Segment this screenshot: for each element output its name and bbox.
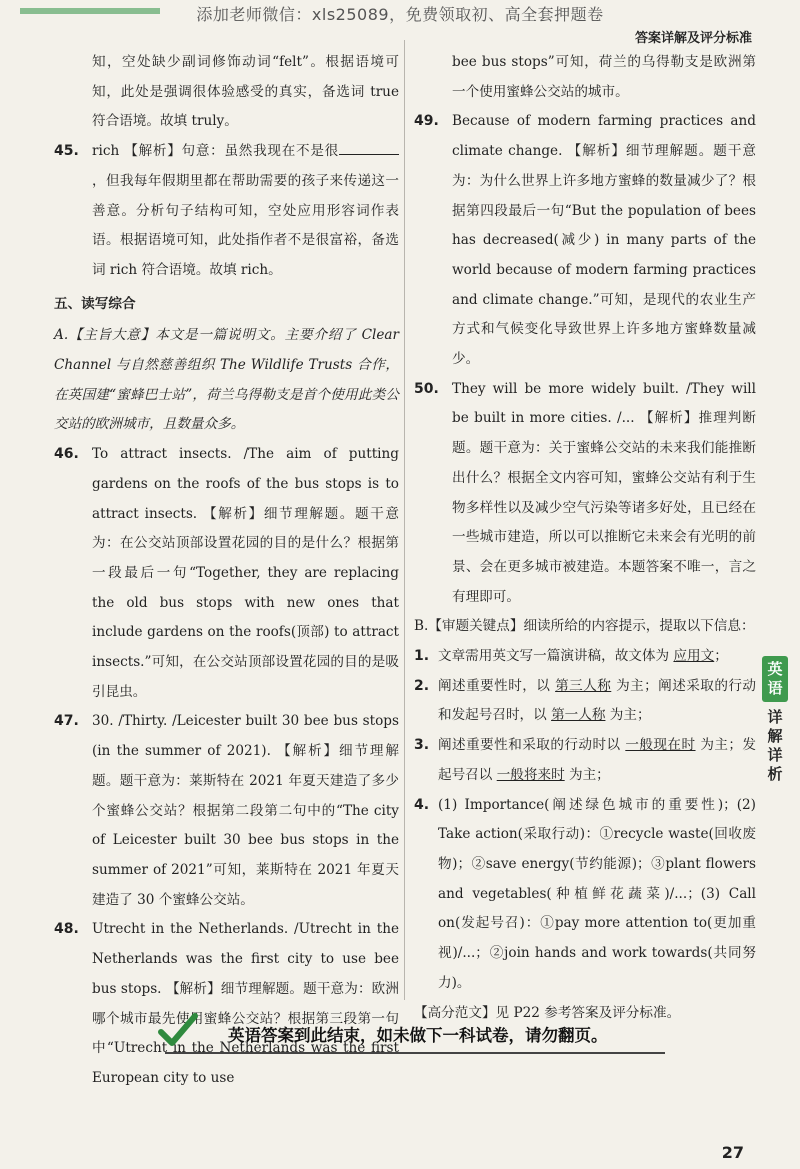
point-text: (1) Importance(阐述绿色城市的重要性)；(2) Take action(采取行动)：①recycle waste(回收废物)；②save energy(节约能源)；③plant flowers and vegetables(种植鲜花蔬菜)/...；(3) Call on(发起号召)：①pay more attention to(更加重视)/...；②join hands and work towards(共同努力)。 (438, 796, 756, 991)
answer-number: 45. (54, 143, 79, 160)
answer-46 (54, 440, 399, 707)
underlined-answer: 应用文 (673, 648, 715, 665)
footer-notice: 英语答案到此结束，如未做下一科试卷，请勿翻页。 (228, 1026, 608, 1045)
underlined-answer: 一般将来时 (496, 766, 565, 783)
subject-subtitle: 详解详析 (767, 708, 783, 783)
answer-text-part: rich 【解析】句意：虽然我现在不是很 (92, 143, 339, 160)
answer-text: 30. /Thirty. /Leicester built 30 bee bus stops (in the summer of 2021). 【解析】细节理解题。题干意为：莱斯特在 2021 年夏天建造了多少个蜜蜂公交站？根据第二段第二句中的“The city of Leicester built 30 bee bus stops in the summer of 2021”可知，莱斯特在 2021 年夏天建造了 30 个蜜蜂公交站。 (92, 713, 399, 908)
answer-number: 49. (414, 113, 439, 130)
point-text-part: 为主； (609, 707, 651, 724)
column-divider (404, 40, 405, 1000)
point-text-part: 文章需用英文写一篇演讲稿，故文体为 (438, 648, 670, 665)
model-essay-note: 【高分范文】见 P22 参考答案及评分标准。 (414, 1004, 681, 1021)
q44-continuation: 知，空处缺少副词修饰动词“felt”。根据语境可知，此处是强调很体验感受的真实，备选词 true 符合语境。故填 truly。 (92, 54, 399, 130)
part-b-intro: B.【审题关键点】细读所给的内容提示，提取以下信息： (414, 618, 755, 635)
answer-45 (54, 137, 399, 286)
top-decoration (20, 8, 160, 14)
underlined-answer: 一般现在时 (625, 737, 696, 754)
underlined-answer: 第一人称 (551, 707, 606, 724)
point-1 (414, 642, 756, 672)
subject-tab: 英语 (762, 656, 788, 702)
answer-text: Utrecht in the Netherlands. /Utrecht in the Netherlands was the first city to use bee bus stops. 【解析】细节理解题。题干意为：欧洲哪个城市最先使用蜜蜂公交站？根据第三段第一句中“Utrecht in the Netherlands was the first European city to use (92, 921, 399, 1086)
answer-49 (414, 107, 756, 374)
point-number: 1. (414, 648, 430, 665)
point-2 (414, 672, 756, 731)
answer-text-part: ，但我每年假期里都在帮助需要的孩子来传递这一善意。分析句子结构可知，空处应用形容词作表语。根据语境可知，此处指作者不是很富裕，备选词 rich 符合语境。故填 rich。 (92, 172, 399, 278)
point-text-part: ； (714, 648, 728, 665)
answer-text: They will be more widely built. /They will be built in more cities. /... 【解析】推理判断题。题干意为：关于蜜蜂公交站的未来我们能推断出什么？根据全文内容可知，蜜蜂公交站有利于生物多样性以及减少空气污染等诸多好处，且已经在一些城市建造，所以可以推断它未来会有光明的前景、会在更多城市被建造。本题答案不唯一，言之有理即可。 (452, 380, 756, 605)
point-text-part: 为主；阐述采取的行动和发起号召时，以 (438, 677, 757, 724)
answer-47 (54, 707, 399, 915)
point-4 (414, 791, 756, 999)
point-text-part: 为主； (569, 766, 610, 783)
blank-line (339, 140, 399, 155)
section-title: 五、读写综合 (54, 295, 136, 312)
answer-text: To attract insects. /The aim of putting gardens on the roofs of the bus stops is to attract insects. 【解析】细节理解题。题干意为：在公交站顶部设置花园的目的是什么？根据第一段最后一句“Together, they are replacing the old bus stops with new ones that include gardens on the roofs(顶部) to attract insects.”可知，在公交站顶部设置花园的目的是吸引昆虫。 (92, 446, 399, 700)
watermark: 添加老师微信：xls25089，免费领取初、高全套押题卷 (196, 5, 604, 24)
answer-48 (54, 915, 399, 1093)
left-column (54, 48, 399, 1094)
page-header: 答案详解及评分标准 (634, 31, 752, 46)
subject-sidebar (762, 656, 788, 784)
answer-number: 50. (414, 380, 439, 397)
point-text-part: 阐述重要性和采取的行动时以 (438, 737, 621, 754)
point-text-part: 阐述重要性时，以 (438, 677, 551, 694)
answer-number: 46. (54, 446, 79, 463)
page-number: 27 (721, 1143, 744, 1162)
answer-number: 47. (54, 713, 79, 730)
point-text (438, 642, 756, 672)
passage-a-summary: A.【主旨大意】本文是一篇说明文。主要介绍了 Clear Channel 与自然慈善组织 The Wildlife Trusts 合作，在英国建“蜜蜂巴士站”，荷兰乌得勒支是首个使用此类公交站的欧洲城市，且数量众多。 (54, 327, 399, 433)
point-text (438, 731, 756, 790)
point-number: 3. (414, 737, 430, 754)
answer-number: 48. (54, 921, 79, 938)
point-text (438, 672, 756, 731)
answer-50 (414, 375, 756, 613)
q48-continuation: bee bus stops”可知，荷兰的乌得勒支是欧洲第一个使用蜜蜂公交站的城市。 (452, 54, 756, 100)
answer-text (92, 137, 399, 286)
point-number: 2. (414, 677, 430, 694)
point-number: 4. (414, 796, 430, 813)
point-text-part: 为主；发起号召以 (438, 737, 757, 783)
right-column (414, 48, 756, 1028)
point-3 (414, 731, 756, 790)
underlined-answer: 第三人称 (555, 677, 612, 694)
answer-text: Because of modern farming practices and climate change. 【解析】细节理解题。题干意为：为什么世界上许多地方蜜蜂的数量减少了？根据第四段最后一句“But the population of bees has decreased(减少) in many parts of the world because of modern farming practices and climate change.”可知，是现代的农业生产方式和气候变化导致世界上许多地方蜜蜂数量减少。 (452, 113, 756, 368)
